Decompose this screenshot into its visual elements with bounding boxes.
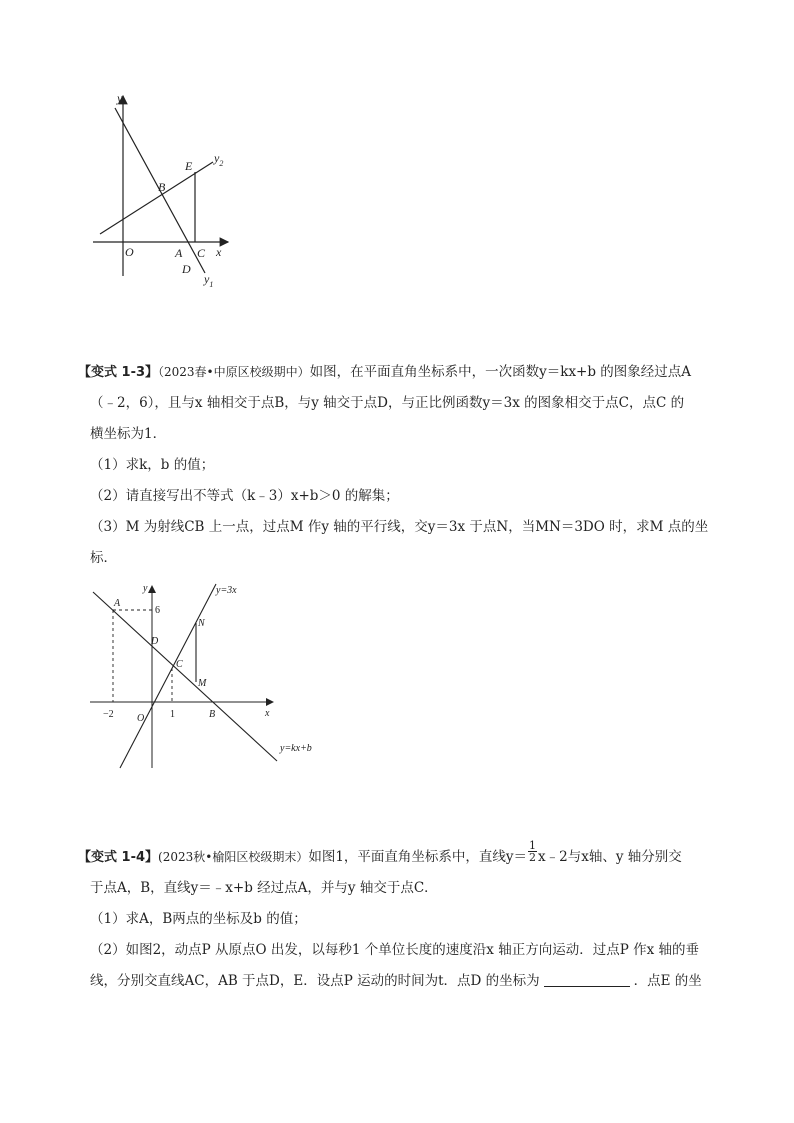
problem-1-3-tag: 【变式 1-3】 xyxy=(78,365,159,380)
problem-1-3-question-3-cont: 标． xyxy=(90,550,117,566)
label-x: x xyxy=(265,708,270,719)
label-y-kx-b: y=kx+b xyxy=(280,743,312,754)
label-b: B xyxy=(158,180,166,194)
label-six: 6 xyxy=(155,605,160,616)
label-x: x xyxy=(216,245,222,259)
label-m: M xyxy=(198,678,207,689)
label-o: O xyxy=(125,245,134,259)
label-d: D xyxy=(151,636,159,647)
answer-blank[interactable] xyxy=(544,972,630,987)
label-n: N xyxy=(198,618,205,629)
label-y2: $y_2$ xyxy=(214,151,224,168)
label-b: B xyxy=(209,709,216,720)
problem-1-4-question-2-cont: 线，分别交直线AC，AB 于点D，E．设点P 运动的时间为t．点D 的坐标为 ．点E 的坐 xyxy=(90,973,702,989)
label-c: C xyxy=(197,246,206,260)
label-a: A xyxy=(114,598,121,609)
label-o: O xyxy=(137,713,145,724)
problem-1-4-question-1: （1）求A，B两点的坐标及b 的值； xyxy=(90,911,307,927)
figure-1-svg xyxy=(85,88,235,288)
problem-1-4-line2: 于点A，B，直线y＝﹣x+b 经过点A，并与y 轴交于点C． xyxy=(90,880,438,896)
problem-1-4-question-2: （2）如图2，动点P 从原点O 出发，以每秒1 个单位长度的速度沿x 轴正方向运动．过点P 作x 轴的垂 xyxy=(90,942,699,958)
label-d: D xyxy=(182,262,191,276)
label-y1: $y_1$ xyxy=(204,272,214,288)
label-c: C xyxy=(176,659,183,670)
line-3x xyxy=(120,584,216,768)
label-e: E xyxy=(185,159,193,173)
problem-1-3-question-1: （1）求k，b 的值； xyxy=(90,457,215,473)
label-neg2: −2 xyxy=(103,709,114,720)
label-y: y xyxy=(117,91,123,105)
problem-1-4-line1: 【变式 1-4】(2023秋•榆阳区校级期末）如图1，平面直角坐标系中，直线y＝ $\frac{1}{2}$ x﹣2与x轴、y 轴分别交 xyxy=(78,839,682,865)
fraction-one-half: $\frac{1}{2}$ xyxy=(529,839,537,864)
problem-1-4-tag: 【变式 1-4】 xyxy=(78,850,159,865)
figure-2-svg xyxy=(85,578,335,778)
label-one: 1 xyxy=(170,709,175,720)
figure-2 xyxy=(85,578,335,778)
figure-1 xyxy=(85,88,235,288)
problem-1-3-question-3: （3）M 为射线CB 上一点，过点M 作y 轴的平行线，交y＝3x 于点N，当MN＝3DO 时，求M 点的坐 xyxy=(90,519,709,535)
label-y: y xyxy=(143,583,148,594)
problem-1-3-line1: 【变式 1-3】（2023春•中原区校级期中）如图，在平面直角坐标系中，一次函数y＝kx+b 的图象经过点A xyxy=(78,364,692,380)
line-y2 xyxy=(100,162,213,234)
label-y-3x: y=3x xyxy=(216,585,237,596)
problem-1-3-line2: （﹣2，6），且与x 轴相交于点B，与y 轴交于点D，与正比例函数y＝3x 的图象相交于点C，点C 的 xyxy=(90,395,685,411)
problem-1-4 xyxy=(78,839,728,997)
problem-1-3-line3: 横坐标为1． xyxy=(90,426,167,442)
problem-1-4-source: (2023秋•榆阳区校级期末） xyxy=(158,850,309,864)
problem-1-3 xyxy=(78,357,728,574)
problem-1-3-source: （2023春•中原区校级期中） xyxy=(158,365,310,379)
line-kx-b xyxy=(93,592,277,761)
problem-1-3-question-2: （2）请直接写出不等式（k﹣3）x+b＞0 的解集； xyxy=(90,488,399,504)
label-a: A xyxy=(175,246,183,260)
